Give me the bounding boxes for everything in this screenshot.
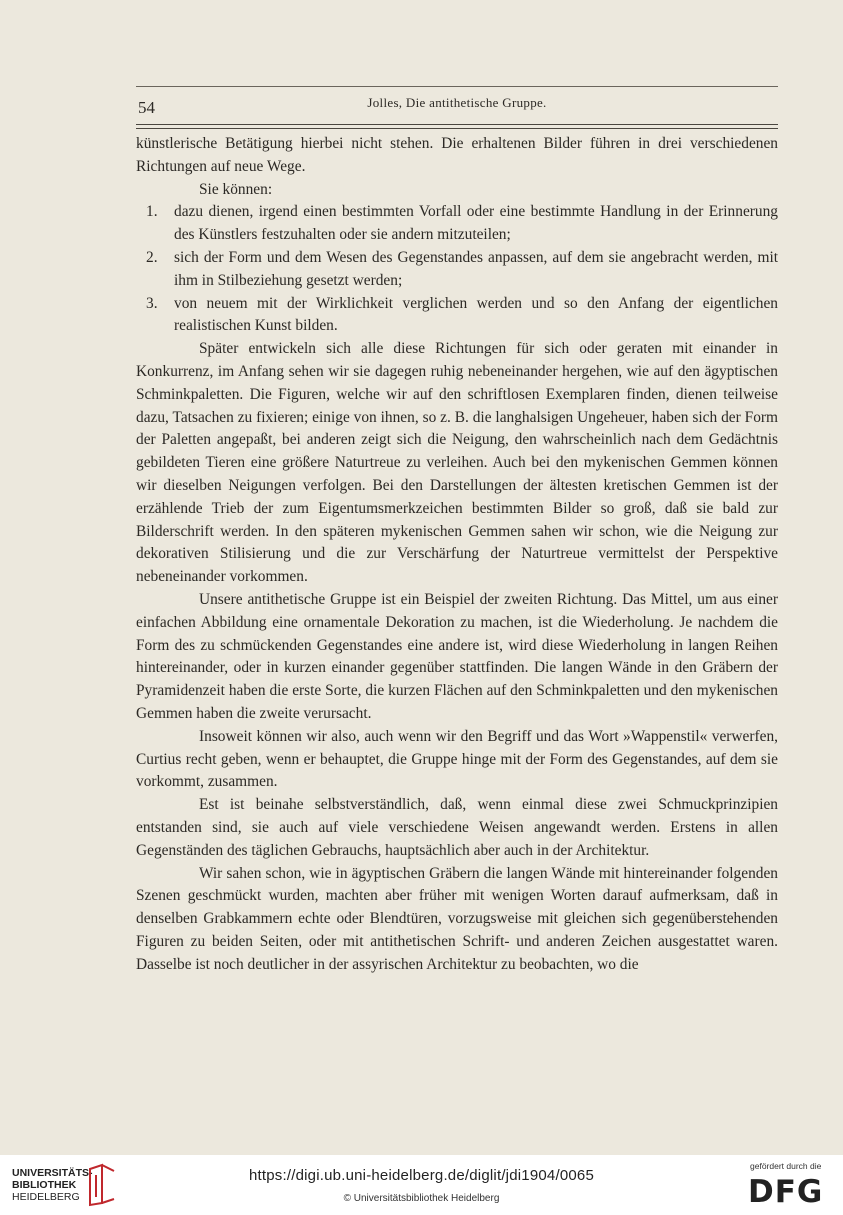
paragraph: Unsere antithetische Gruppe ist ein Beispiel der zweiten Richtung. Das Mittel, um aus einer einfachen Abbildung eine ornamentale Dekoration zu machen, ist die Wiederholung. Je nachdem die Form des zu schmückenden Gegenstandes eine andere ist, wird diese Wiederholung in langen Reihen hintereinander, oder in kurzen einander gegenüber stattfinden. Die langen Wände in den Gräbern der Pyramidenzeit haben die erste Sorte, die kurzen Flächen auf den Schminkpaletten und den mykenischen Gemmen haben die zweite verursacht. xyxy=(136,590,778,722)
list-number: 3. xyxy=(146,294,158,312)
list-number: 1. xyxy=(146,203,158,221)
list-text: sich der Form und dem Wesen des Gegenstandes anpassen, auf dem sie angebracht werden, mit ihm in Stilbeziehung gesetzt werden; xyxy=(174,248,778,289)
paragraph: Insoweit können wir also, auch wenn wir den Begriff und das Wort »Wappenstil« verwerfen, Curtius recht geben, wenn er behauptet, die Gruppe hinge mit der Form des Gegenstandes, auf dem sie vorkommt, zusammen. xyxy=(136,727,778,791)
permalink-url[interactable]: https://digi.ub.uni-heidelberg.de/diglit/jdi1904/0065 xyxy=(248,1167,594,1184)
paragraph: künstlerische Betätigung hierbei nicht stehen. Die erhaltenen Bilder führen in drei verschiedenen Richtungen auf neue Wege. xyxy=(136,135,778,175)
page-number: 54 xyxy=(138,98,155,117)
running-head: Jolles, Die antithetische Gruppe. xyxy=(367,95,547,110)
body-text xyxy=(136,133,778,976)
header-double-rule xyxy=(136,124,778,129)
paragraph: Est ist beinahe selbstverständlich, daß, wenn einmal diese zwei Schmuckprinzipien entstanden sind, sie auch auf viele verschiedene Weisen angewandt werden. Erstens in allen Gegenständen des täglichen Gebrauchs, hauptsächlich aber auch in der Architektur. xyxy=(136,796,778,859)
copyright-text: © Universitätsbibliothek Heidelberg xyxy=(343,1193,500,1204)
list-item xyxy=(136,201,778,247)
paragraph: Sie können: xyxy=(199,180,273,198)
list-item xyxy=(136,293,778,339)
list-text: dazu dienen, irgend einen bestimmten Vorfall oder eine bestimmte Handlung in der Erinnerung des Künstlers festzuhalten oder sie andern mitzuteilen; xyxy=(174,203,778,244)
list-text: von neuem mit der Wirklichkeit verglichen werden und so den Anfang der eigentlichen realistischen Kunst bilden. xyxy=(174,294,778,335)
viewer-footer xyxy=(0,1155,843,1215)
top-rule xyxy=(136,86,778,87)
dfg-logo-icon xyxy=(748,1174,830,1206)
library-name: UNIVERSITÄTS- BIBLIOTHEK HEIDELBERG xyxy=(12,1167,93,1203)
paragraph: Wir sahen schon, wie in ägyptischen Gräbern die langen Wände mit hintereinander folgenden Szenen geschmückt wurden, machten aber früher mit wenigen Worten darauf aufmerksam, daß in denselben Grabkammern echte oder Blendtüren, vorzugsweise mit gleichen sich gegenüberstehenden Figuren zu beiden Seiten, oder mit antithetischen Schrift- und anderen Zeichen ausgestattet waren. Dasselbe ist noch deutlicher in der assyrischen Architektur zu beobachten, wo die xyxy=(136,864,778,973)
list-number: 2. xyxy=(146,248,158,266)
list-item xyxy=(136,247,778,293)
funded-by-text: gefördert durch die xyxy=(750,1161,822,1171)
svg-text:DFG: DFG xyxy=(748,1174,824,1206)
paragraph: Später entwickeln sich alle diese Richtungen für sich oder geraten mit einander in Konkurrenz, im Anfang sehen wir sie dagegen ruhig nebeneinander hergehen, wie auf den ägyptischen Schminkpaletten. Die Figuren, welche wir auf den schriftlosen Exemplaren finden, dienen teilweise dazu, Tatsachen zu fixieren; einige von ihnen, so z. B. die langhalsigen Ungeheuer, haben sich der Form der Paletten angepaßt, bei anderen zeigt sich die Neigung, den wahrscheinlich nach dem Gedächtnis gebildeten Tieren eine größere Naturtreue zu verleihen. Auch bei den mykenischen Gemmen können wir dieselben Neigungen verfolgen. Bei den Darstellungen der ältesten kretischen Gemmen ist der erzählende Trieb der zum Eigentumsmerkzeichen bestimmten Bilder so groß, daß sie bald zur Bilderschrift werden. In den späteren mykenischen Gemmen sahen wir schon, wie die Neigung zur dekorativen Stilisierung und die zur Verschärfung der Naturtreue vermittelst der Perspektive nebeneinander vorkommen. xyxy=(136,340,778,586)
page-header xyxy=(136,90,778,126)
